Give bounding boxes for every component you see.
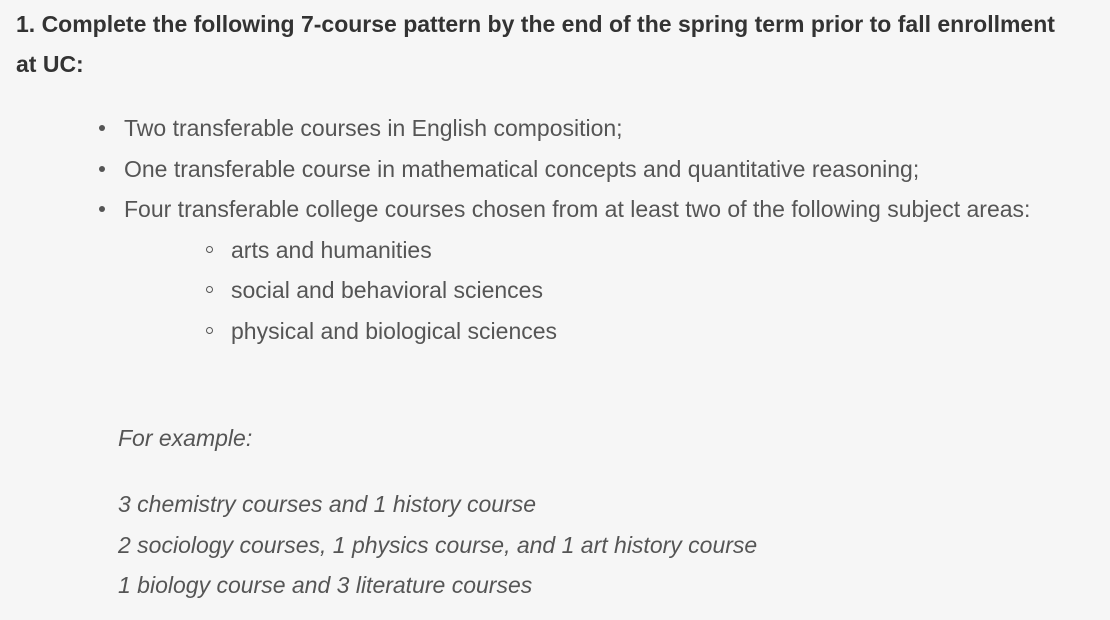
subject-areas-list [202, 230, 1095, 352]
subject-area-text: physical and biological sciences [231, 317, 558, 344]
example-line: 1 biology course and 3 literature courses [118, 572, 533, 598]
examples-list [118, 484, 757, 606]
example-line: 3 chemistry courses and 1 history course [118, 491, 537, 517]
requirement-text: One transferable course in mathematical concepts and quantitative reasoning; [124, 155, 920, 182]
section-heading: 1. Complete the following 7-course pattern by the end of the spring term prior to fall enrollment at UC: [16, 11, 1055, 77]
list-item [95, 189, 1095, 351]
bullet-icon [99, 125, 105, 131]
subject-area-text: social and behavioral sciences [231, 277, 543, 303]
bullet-icon [99, 206, 105, 212]
requirement-text: Two transferable courses in English composition; [124, 115, 623, 141]
circle-bullet-icon [206, 286, 213, 293]
subject-area-text: arts and humanities [231, 236, 432, 263]
example-label: For example: [118, 425, 253, 451]
bullet-icon [99, 166, 105, 172]
requirements-list [95, 108, 1095, 351]
circle-bullet-icon [206, 246, 213, 253]
list-item [202, 270, 1095, 311]
list-item [202, 311, 1095, 352]
list-item [95, 149, 1095, 190]
list-item [202, 230, 1095, 271]
list-item [95, 108, 1095, 149]
requirement-text: Four transferable college courses chosen from at least two of the following subject areas: [124, 196, 1031, 222]
circle-bullet-icon [206, 327, 213, 334]
example-line: 2 sociology courses, 1 physics course, and 1 art history course [118, 531, 758, 558]
